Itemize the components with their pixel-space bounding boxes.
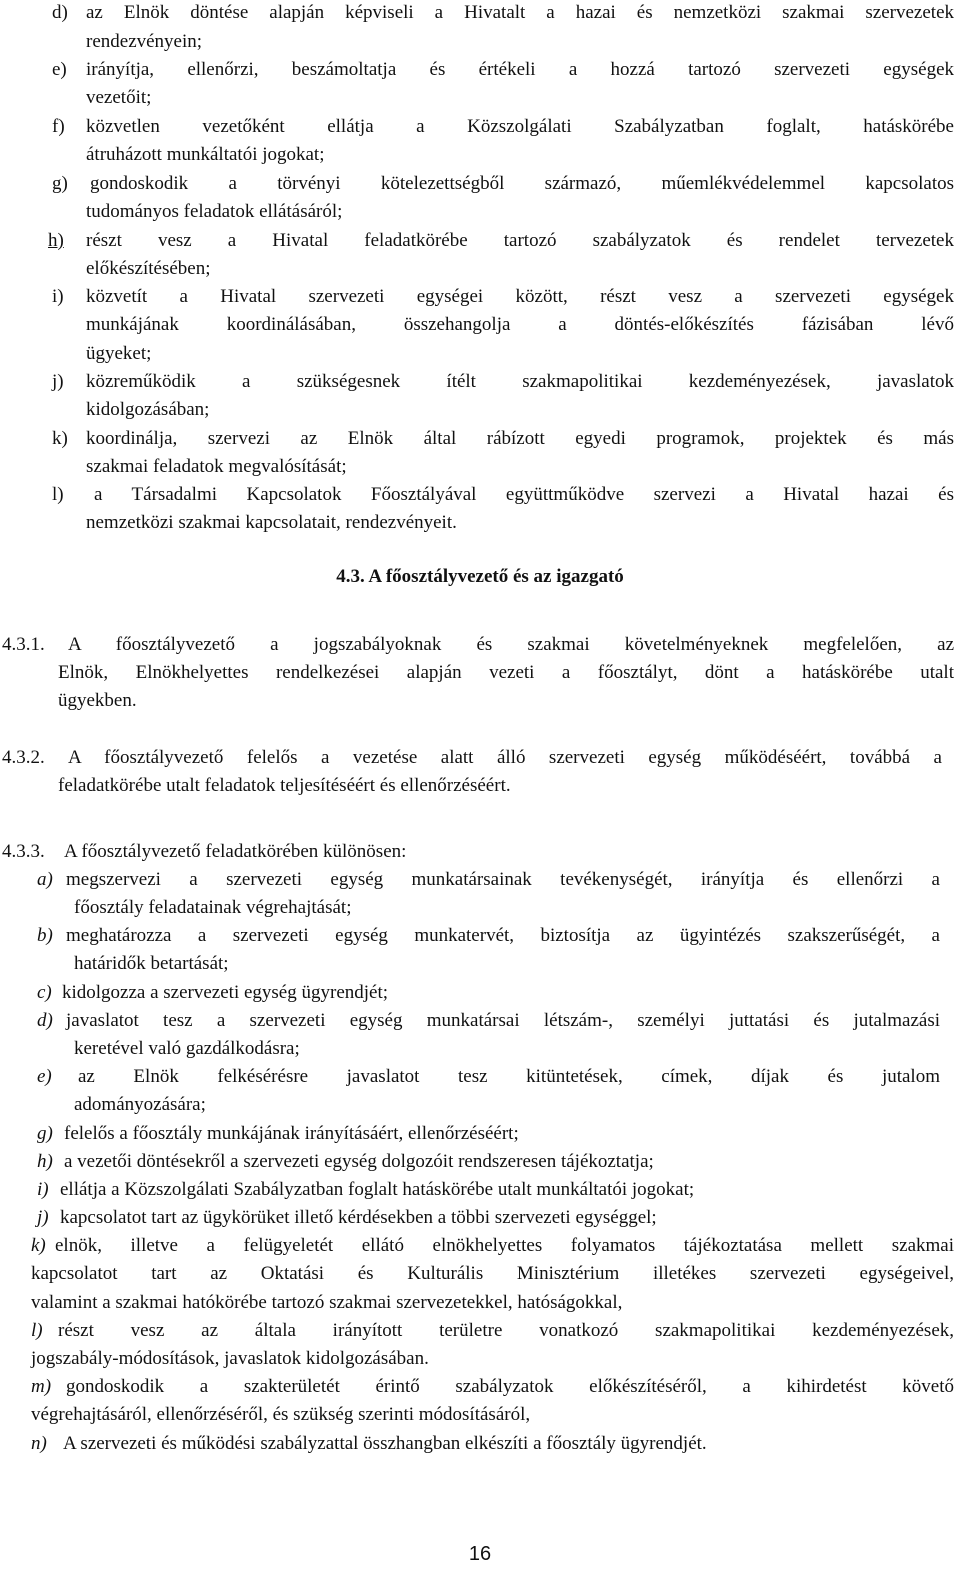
item-text: kidolgozza a szervezeti egység ügyrendjét;	[62, 982, 389, 1003]
item-text: végrehajtásáról, ellenőrzéséről, és szükség szerinti módosításáról,	[31, 1404, 531, 1425]
item-text: főosztály feladatainak végrehajtását;	[74, 897, 352, 918]
item-label: k)	[31, 1235, 46, 1256]
item-text: határidők betartását;	[74, 953, 229, 974]
item-text: megszervezi a szervezeti egység munkatársainak tevékenységét, irányítja és ellenőrzi a	[66, 869, 940, 890]
item-text: kapcsolatot tart az Oktatási és Kulturális Minisztérium illetékes szervezeti egységeivel,	[31, 1263, 954, 1284]
item-label: g)	[37, 1123, 53, 1144]
item-label: i)	[52, 286, 64, 307]
page-number: 16	[468, 1543, 492, 1565]
item-label: l)	[52, 484, 64, 505]
item-text: ellátja a Közszolgálati Szabályzatban foglalt hatáskörébe utalt munkáltatói jogokat;	[60, 1179, 695, 1200]
item-label: f)	[52, 116, 65, 137]
item-text: gondoskodik a törvényi kötelezettségből származó, műemlékvédelemmel kapcsolatos	[90, 173, 954, 194]
item-text: részt vesz a Hivatal feladatkörébe tartozó szabályzatok és rendelet tervezetek	[86, 230, 954, 251]
item-text: a vezetői döntésekről a szervezeti egység dolgozóit rendszeresen tájékoztatja;	[64, 1151, 654, 1172]
item-text: keretével való gazdálkodásra;	[74, 1038, 300, 1059]
item-text: tudományos feladatok ellátásáról;	[86, 201, 343, 222]
item-label: c)	[37, 982, 52, 1003]
item-text: meghatározza a szervezeti egység munkatervét, biztosítja az ügyintézés szakszerűségét, a	[66, 925, 940, 946]
item-label: n)	[31, 1433, 47, 1454]
item-text: A szervezeti és működési szabályzattal összhangban elkészíti a főosztály ügyrendjét.	[63, 1433, 707, 1454]
item-text: elnök, illetve a felügyeletét ellátó elnökhelyettes folyamatos tájékoztatása mellett szakmai	[55, 1235, 954, 1256]
paragraph-number: 4.3.2.	[2, 747, 45, 768]
item-label: h)	[48, 230, 64, 251]
item-label: a)	[37, 869, 53, 890]
paragraph-text: feladatkörébe utalt feladatok teljesítéséért és ellenőrzéséért.	[58, 775, 511, 796]
item-text: átruházott munkáltatói jogokat;	[86, 144, 325, 165]
item-label: e)	[37, 1066, 52, 1087]
item-text: nemzetközi szakmai kapcsolatait, rendezvényeit.	[86, 512, 457, 533]
item-text: gondoskodik a szakterületét érintő szabályzatok előkészítéséről, a kihirdetést követő	[66, 1376, 954, 1397]
item-text: közreműködik a szükségesnek ítélt szakmapolitikai kezdeményezések, javaslatok	[86, 371, 954, 392]
item-label: b)	[37, 925, 53, 946]
paragraph-text: A főosztályvezető felelős a vezetése alatt álló szervezeti egység működéséért, továbbá a	[68, 747, 942, 768]
item-text: munkájának koordinálásában, összehangolja a döntés-előkészítés fázisában lévő	[86, 314, 954, 335]
item-text: kapcsolatot tart az ügykörüket illető kérdésekben a többi szervezeti egységgel;	[60, 1207, 657, 1228]
item-text: az Elnök felkésérésre javaslatot tesz kitüntetések, címek, díjak és jutalom	[78, 1066, 940, 1087]
item-text: ügyeket;	[86, 343, 152, 364]
item-text: adományozására;	[74, 1094, 206, 1115]
item-text: közvetlen vezetőként ellátja a Közszolgálati Szabályzatban foglalt, hatáskörébe	[86, 116, 954, 137]
item-text: felelős a főosztály munkájának irányításáért, ellenőrzéséért;	[64, 1123, 519, 1144]
section-heading: 4.3. A főosztályvezető és az igazgató	[336, 566, 624, 587]
item-text: a Társadalmi Kapcsolatok Főosztályával együttműködve szervezi a Hivatal hazai és	[94, 484, 954, 505]
paragraph-text: A főosztályvezető a jogszabályoknak és szakmai követelményeknek megfelelően, az	[68, 634, 954, 655]
item-text: vezetőit;	[86, 87, 152, 108]
item-label: k)	[52, 428, 68, 449]
paragraph-text: Elnök, Elnökhelyettes rendelkezései alapján vezeti a főosztályt, dönt a hatáskörébe utalt	[58, 662, 954, 683]
item-text: rendezvényein;	[86, 31, 203, 52]
item-text: irányítja, ellenőrzi, beszámoltatja és értékeli a hozzá tartozó szervezeti egységek	[86, 59, 954, 80]
item-label: g)	[52, 173, 68, 194]
item-text: előkészítésében;	[86, 258, 211, 279]
item-text: az Elnök döntése alapján képviseli a Hivatalt a hazai és nemzetközi szakmai szervezetek	[86, 2, 954, 23]
item-text: szakmai feladatok megvalósítását;	[86, 456, 347, 477]
item-label: i)	[37, 1179, 49, 1200]
item-text: javaslatot tesz a szervezeti egység munkatársai létszám-, személyi juttatási és jutalmazási	[66, 1010, 940, 1031]
item-label: h)	[37, 1151, 53, 1172]
item-text: koordinálja, szervezi az Elnök által rábízott egyedi programok, projektek és más	[86, 428, 954, 449]
item-text: valamint a szakmai hatókörébe tartozó szakmai szervezetekkel, hatóságokkal,	[31, 1292, 623, 1313]
item-label: e)	[52, 59, 67, 80]
item-text: kidolgozásában;	[86, 399, 210, 420]
item-label: d)	[37, 1010, 53, 1031]
item-text: jogszabály-módosítások, javaslatok kidolgozásában.	[31, 1348, 429, 1369]
item-label: j)	[52, 371, 64, 392]
item-text: részt vesz az általa irányított területre vonatkozó szakmapolitikai kezdeményezések,	[58, 1320, 954, 1341]
paragraph-text: A főosztályvezető feladatkörében különösen:	[64, 841, 407, 862]
paragraph-text: ügyekben.	[58, 690, 137, 711]
item-label: m)	[31, 1376, 52, 1397]
item-label: l)	[31, 1320, 43, 1341]
paragraph-number: 4.3.1.	[2, 634, 45, 655]
item-text: közvetít a Hivatal szervezeti egységei között, részt vesz a szervezeti egységek	[86, 286, 954, 307]
item-label: d)	[52, 2, 68, 23]
item-label: j)	[37, 1207, 49, 1228]
paragraph-number: 4.3.3.	[2, 841, 45, 862]
